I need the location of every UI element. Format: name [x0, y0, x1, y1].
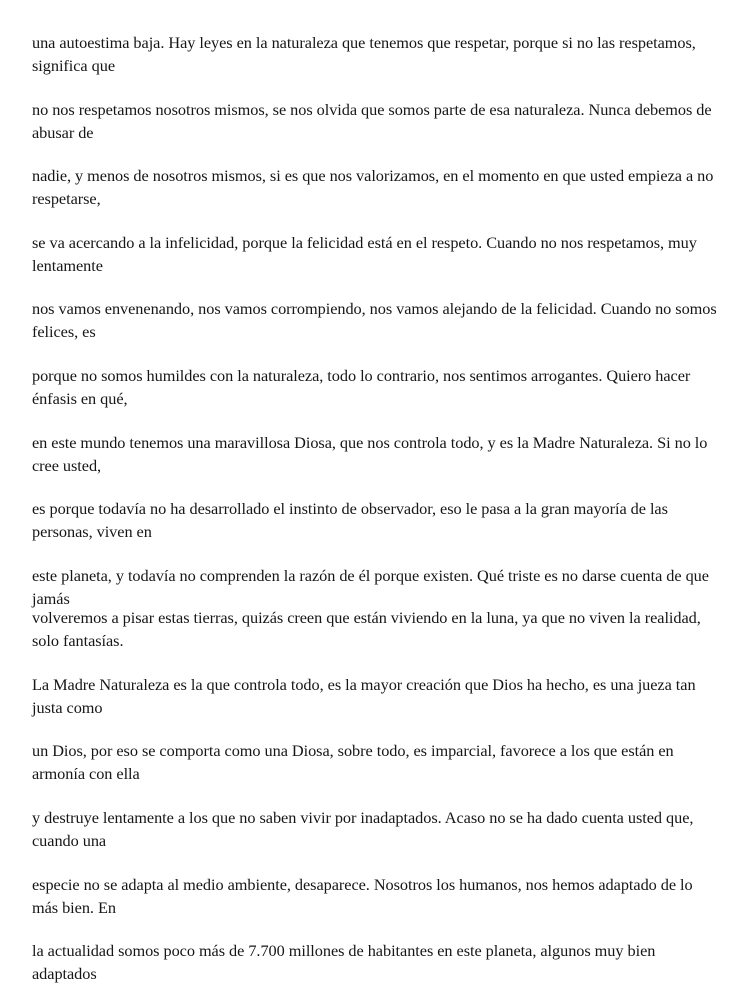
paragraph-15: la actualidad somos poco más de 7.700 millones de habitantes en este planeta, algunos muy bien adaptados	[32, 941, 656, 983]
paragraph-2: no nos respetamos nosotros mismos, se nos olvida que somos parte de esa naturaleza. Nunca debemos de abusar de	[32, 100, 712, 142]
paragraph-10: volveremos a pisar estas tierras, quizás creen que están viviendo en la luna, ya que no viven la realidad, solo fantasías.	[32, 608, 701, 650]
paragraph-8: es porque todavía no ha desarrollado el instinto de observador, eso le pasa a la gran mayoría de las personas, viven en	[32, 499, 668, 541]
paragraph-12: un Dios, por eso se comporta como una Diosa, sobre todo, es imparcial, favorece a los que están en armonía con ella	[32, 741, 674, 783]
paragraph-11: La Madre Naturaleza es la que controla todo, es la mayor creación que Dios ha hecho, es una jueza tan justa como	[32, 675, 696, 717]
paragraph-6: porque no somos humildes con la naturaleza, todo lo contrario, nos sentimos arrogantes. Quiero hacer énfasis en qué,	[32, 366, 691, 408]
paragraph-14: especie no se adapta al medio ambiente, desaparece. Nosotros los humanos, nos hemos adaptado de lo más bien. En	[32, 875, 693, 917]
paragraph-13: y destruye lentamente a los que no saben vivir por inadaptados. Acaso no se ha dado cuenta usted que, cuando una	[32, 808, 694, 850]
paragraph-5: nos vamos envenenando, nos vamos corrompiendo, nos vamos alejando de la felicidad. Cuando no somos felices, es	[32, 299, 717, 341]
paragraph-4: se va acercando a la infelicidad, porque la felicidad está en el respeto. Cuando no nos respetamos, muy lentamente	[32, 233, 697, 275]
paragraph-7: en este mundo tenemos una maravillosa Diosa, que nos controla todo, y es la Madre Naturaleza. Si no lo cree usted,	[32, 433, 708, 475]
paragraph-9: este planeta, y todavía no comprenden la razón de él porque existen. Qué triste es no darse cuenta de que jamás	[32, 566, 709, 608]
paragraph-1: una autoestima baja. Hay leyes en la naturaleza que tenemos que respetar, porque si no las respetamos, significa que	[32, 33, 696, 75]
paragraph-3: nadie, y menos de nosotros mismos, si es que nos valorizamos, en el momento en que usted empieza a no respetarse,	[32, 166, 714, 208]
